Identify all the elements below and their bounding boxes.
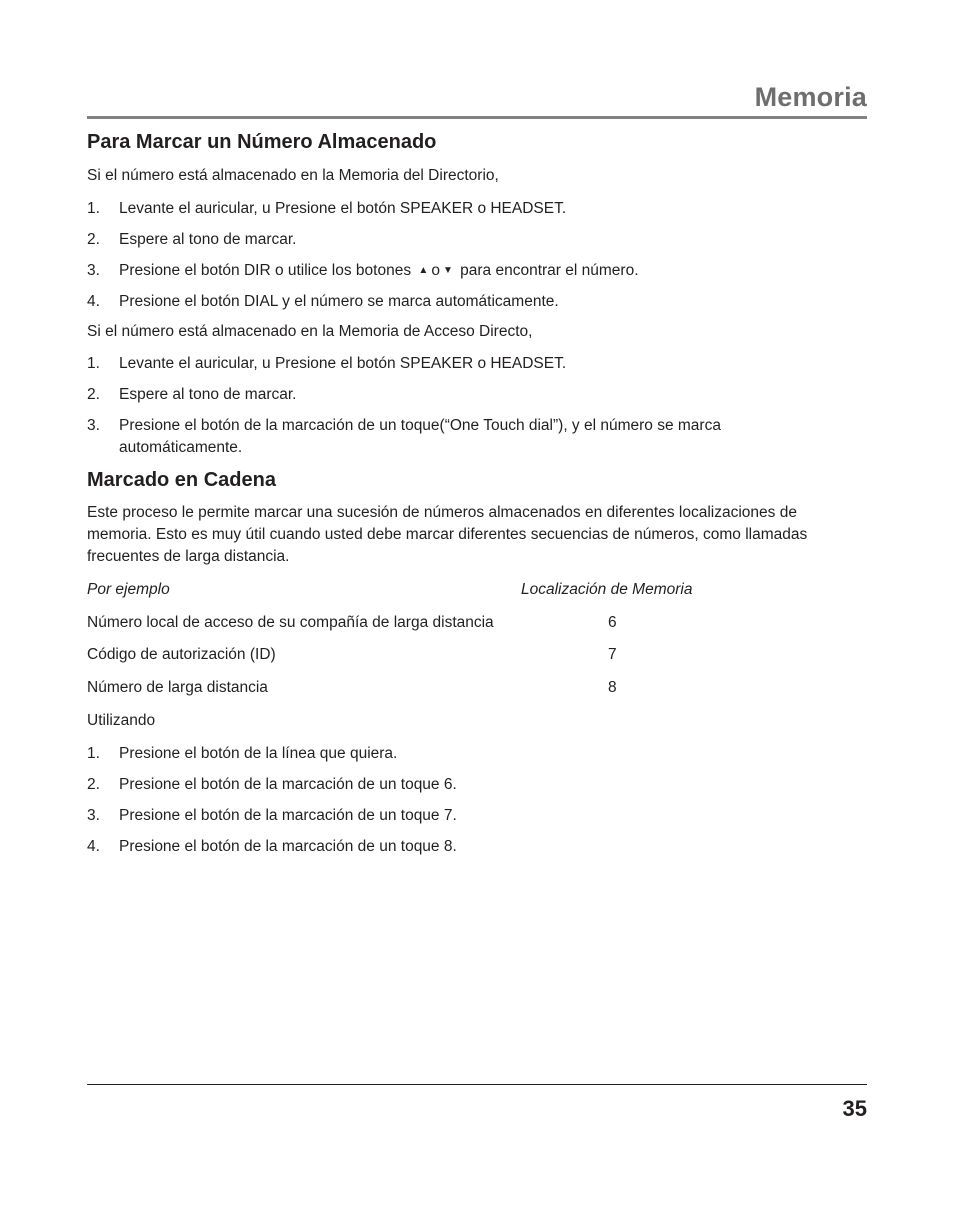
table-row: Código de autorización (ID) 7: [87, 646, 617, 663]
location-column-header: Localización de Memoria: [521, 581, 693, 598]
up-arrow-icon: ▲: [418, 265, 429, 276]
list-item: 4. Presione el botón DIAL y el número se marca automáticamente.: [87, 293, 559, 310]
footer-rule: [87, 1084, 867, 1085]
list-item: 3. Presione el botón DIR o utilice los botones ▲ o ▼ para encontrar el número.: [87, 260, 867, 282]
table-row: Número local de acceso de su compañía de larga distancia 6: [87, 614, 617, 631]
example-table-header: [87, 579, 867, 601]
list-item: 1. Levante el auricular, u Presione el botón SPEAKER o HEADSET.: [87, 200, 567, 217]
page-number: 35: [842, 1096, 867, 1121]
list-item: 1. Presione el botón de la línea que quiera.: [87, 745, 398, 762]
using-label: Utilizando: [87, 712, 156, 729]
list-item: 2. Espere al tono de marcar.: [87, 231, 297, 248]
heading-dial-stored-number: Para Marcar un Número Almacenado: [87, 131, 437, 153]
down-arrow-icon: ▼: [442, 265, 453, 276]
chain-dialing-steps: [87, 743, 867, 858]
directory-steps: [87, 198, 867, 313]
header-rule: [87, 116, 867, 119]
list-item: 3. Presione el botón de la marcación de un toque(“One Touch dial”), y el número se marca automáticamente.: [87, 417, 721, 456]
list-item: 1. Levante el auricular, u Presione el botón SPEAKER o HEADSET.: [87, 355, 567, 372]
list-item: 2. Espere al tono de marcar.: [87, 386, 297, 403]
direct-access-steps: [87, 353, 867, 459]
list-item: 2. Presione el botón de la marcación de un toque 6.: [87, 776, 457, 793]
chain-dialing-paragraph: Este proceso le permite marcar una sucesión de números almacenados en diferentes localizaciones de memoria. Esto es muy útil cuando usted debe marcar diferentes secuencias de números, como llamadas frecuentes de larga distancia.: [87, 504, 808, 565]
heading-chain-dialing: Marcado en Cadena: [87, 469, 276, 491]
list-item: 3. Presione el botón de la marcación de un toque 7.: [87, 807, 457, 824]
example-column-header: Por ejemplo: [87, 581, 170, 598]
intro-direct-access: Si el número está almacenado en la Memoria de Acceso Directo,: [87, 323, 533, 340]
section-title: Memoria: [754, 82, 867, 112]
intro-directory: Si el número está almacenado en la Memoria del Directorio,: [87, 167, 499, 184]
table-row: Número de larga distancia 8: [87, 679, 617, 696]
page-content: [87, 128, 867, 858]
list-item: 4. Presione el botón de la marcación de un toque 8.: [87, 838, 457, 855]
